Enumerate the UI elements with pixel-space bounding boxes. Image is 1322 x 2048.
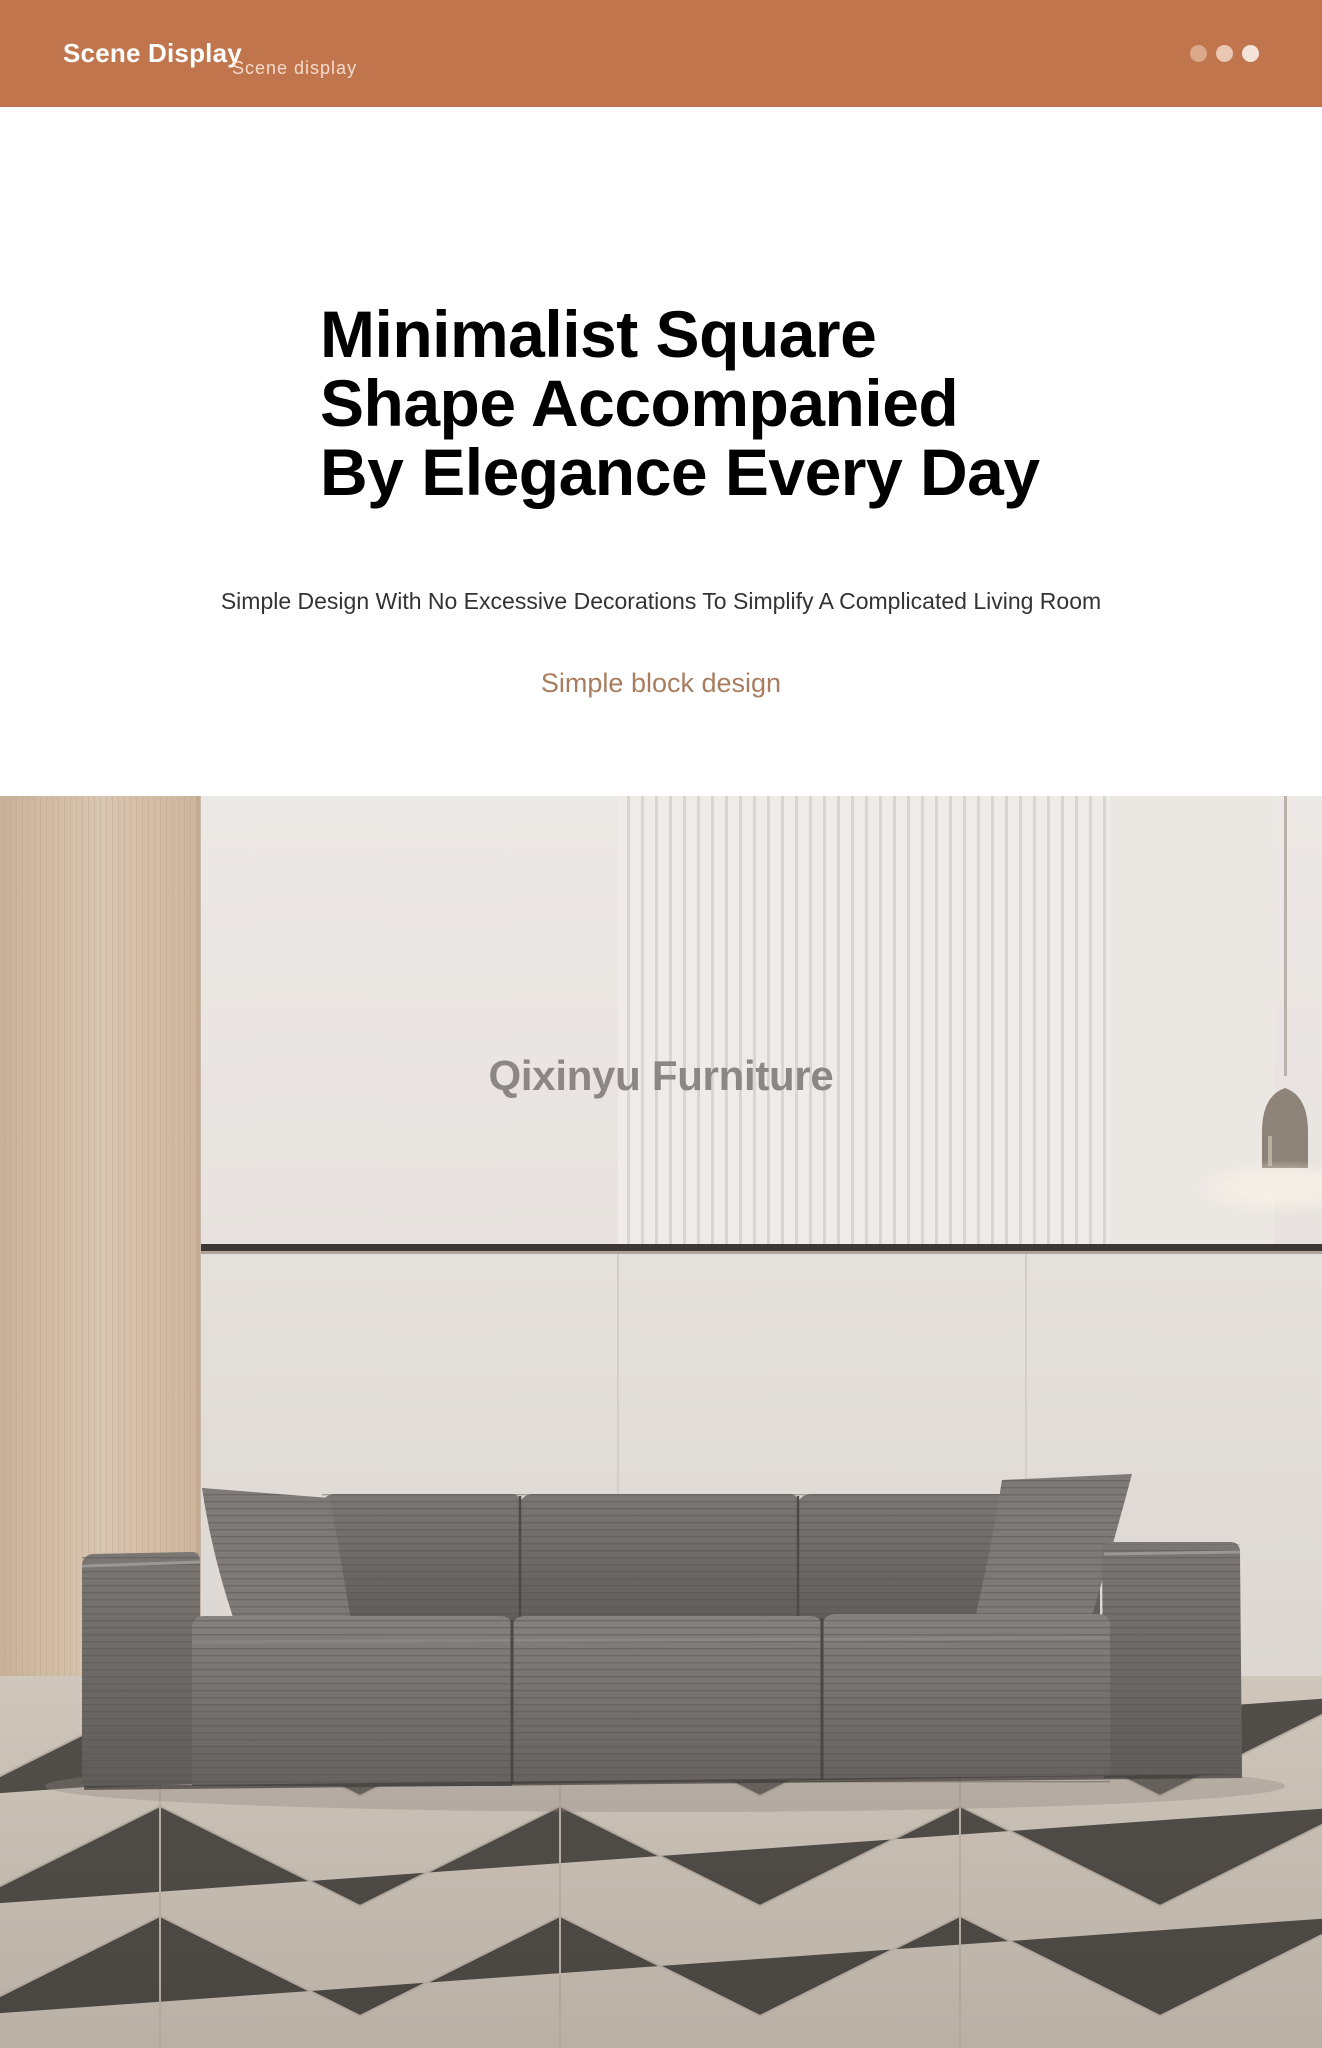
sofa-scene-illustration [0,796,1322,2048]
scene-photo [0,796,1322,2048]
headline-line-3: By Elegance Every Day [320,435,1040,509]
page-headline [320,297,1040,509]
headline-line-2: Shape Accompanied [320,366,959,440]
brand-watermark: Qixinyu Furniture [488,1052,834,1099]
carousel-dot-3[interactable] [1242,45,1259,62]
tagline: Simple block design [540,668,782,698]
headline-line-1: Minimalist Square [320,297,877,371]
carousel-dot-1[interactable] [1190,45,1207,62]
header-bar [0,0,1322,107]
carousel-dot-2[interactable] [1216,45,1233,62]
header-subtitle: Scene display [232,58,358,78]
subheading: Simple Design With No Excessive Decorations To Simplify A Complicated Living Room [220,588,1102,614]
header-title: Scene Display [63,38,242,68]
carousel-dots [1190,45,1259,62]
